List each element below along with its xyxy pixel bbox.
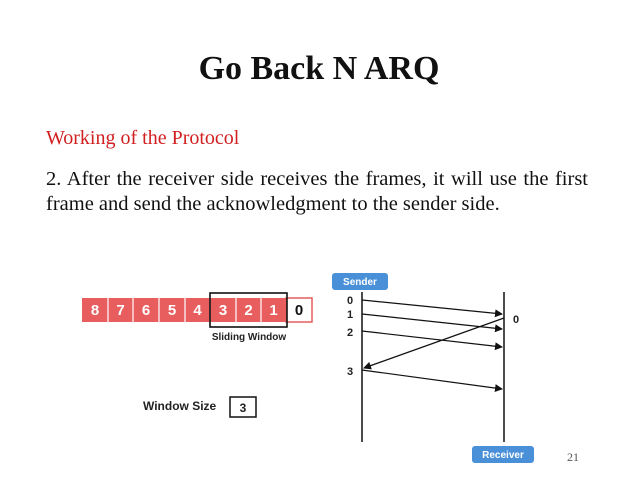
sender-label: Sender bbox=[343, 277, 377, 288]
frame-cell-1: 1 bbox=[269, 302, 278, 319]
frame-arrow-3 bbox=[362, 370, 502, 389]
sender-seq-0: 0 bbox=[346, 295, 354, 307]
sender-seq-1: 1 bbox=[346, 309, 354, 321]
receiver-seq-0: 0 bbox=[513, 314, 520, 326]
page-number: 21 bbox=[567, 450, 579, 464]
ack-arrow-0 bbox=[364, 318, 504, 368]
frame-cell-8: 8 bbox=[90, 302, 100, 319]
sliding-window-label: Sliding Window bbox=[211, 332, 287, 343]
frame-strip-bg bbox=[82, 298, 286, 322]
window-size-value: 3 bbox=[239, 401, 247, 415]
frame-cell-6: 6 bbox=[141, 302, 151, 319]
frame-arrow-2 bbox=[362, 331, 502, 347]
slide-subtitle: Working of the Protocol bbox=[46, 127, 240, 149]
slide-title: Go Back N ARQ bbox=[198, 50, 440, 87]
frame-strip bbox=[82, 293, 312, 327]
slide-paragraph: 2. After the receiver side receives the frames, it will use the first frame and send the acknowledgment to the sender side. bbox=[46, 168, 588, 215]
frame-arrow-0 bbox=[362, 300, 502, 314]
frame-cell-2: 2 bbox=[244, 302, 253, 319]
frame-cell-4: 4 bbox=[193, 302, 202, 319]
frame-cell-7: 7 bbox=[116, 302, 125, 319]
frame-cell-5: 5 bbox=[167, 302, 177, 319]
frame-cell-0: 0 bbox=[294, 302, 304, 319]
window-size-label: Window Size bbox=[143, 399, 217, 413]
sender-seq-3: 3 bbox=[346, 366, 354, 378]
receiver-label: Receiver bbox=[482, 450, 524, 461]
frame-cell-3: 3 bbox=[218, 302, 228, 319]
sender-seq-2: 2 bbox=[346, 327, 354, 339]
